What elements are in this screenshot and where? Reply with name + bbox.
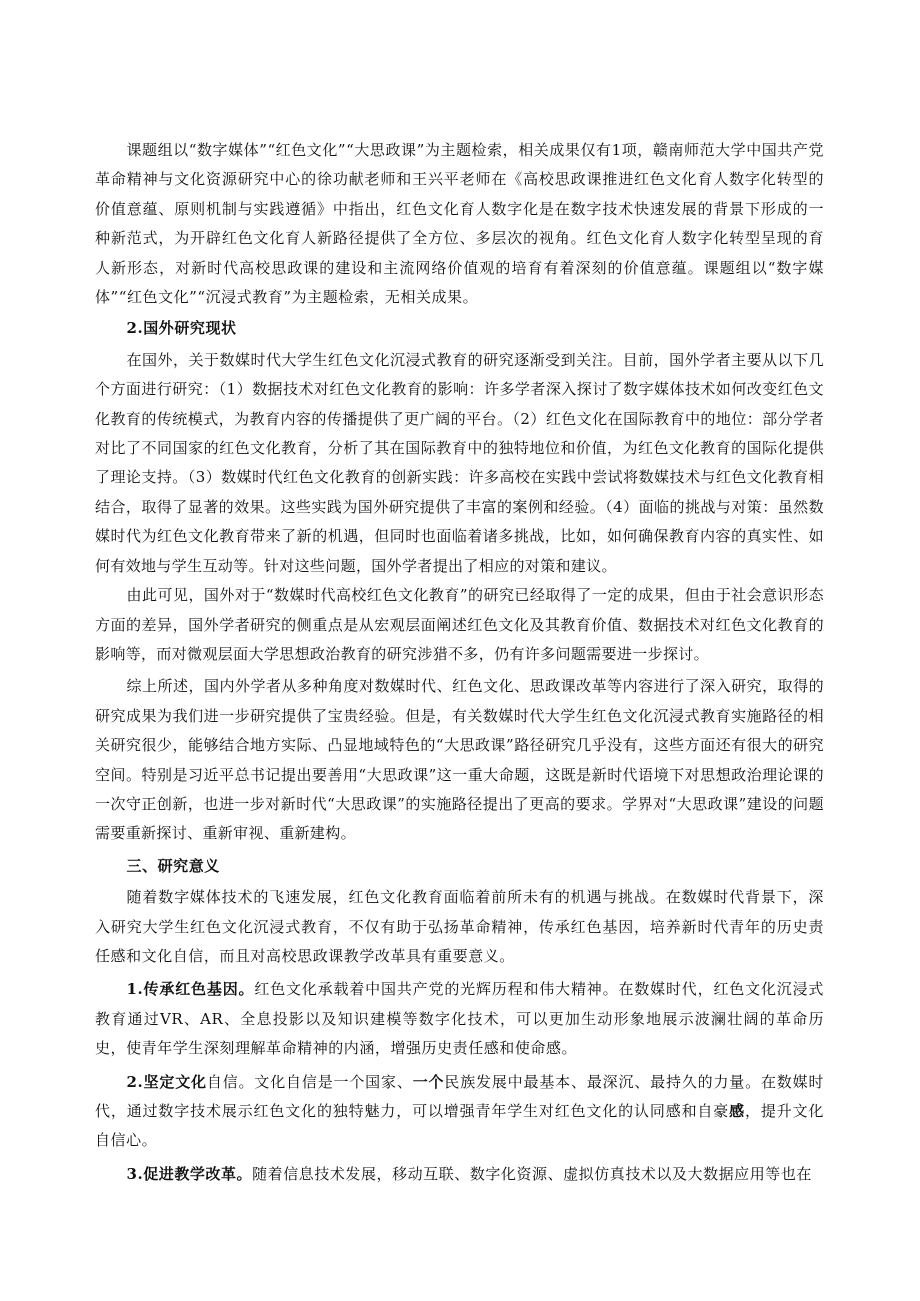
paragraph-significance-intro: 随着数字媒体技术的飞速发展，红色文化教育面临着前所未有的机遇与挑战。在数媒时代背景下，深入研究大学生红色文化沉浸式教育，不仅有助于弘扬革命精神，传承红色基因，培养新时代青年的历史责任感和文化自信，而且对高校思政课教学改革具有重要意义。 — [95, 888, 824, 965]
list-item-cultural-confidence — [95, 1068, 824, 1156]
list-item-body: 随着信息技术发展，移动互联、数字化资源、虚拟仿真技术以及大数据应用等也在 — [252, 1164, 812, 1183]
list-item-body: 红色文化承载着中国共产党的光辉历程和伟大精神。在数媒时代，红色文化沉浸式教育通过VR、AR、全息投影以及知识建模等数字化技术，可以更加生动形象地展示波澜壮阔的革命历史，使青年学生深刻理解革命精神的内涵，增强历史责任感和使命感。 — [95, 980, 824, 1058]
heading-foreign-research: 2.国外研究现状 — [126, 319, 237, 338]
list-item-lead: 1.传承红色基因。 — [126, 980, 255, 999]
paragraph-foreign-summary: 由此可见，国外对于“数媒时代高校红色文化教育”的研究已经取得了一定的成果，但由于社会意识形态方面的差异，国外学者研究的侧重点是从宏观层面阐述红色文化及其教育价值、数据技术对红色文化教育的影响等，而对微观层面大学思想政治教育的研究涉猎不多，仍有许多问题需要进一步探讨。 — [95, 586, 824, 663]
list-item-teaching-reform — [95, 1160, 824, 1189]
list-item-bold-word: 一个 — [412, 1072, 445, 1091]
paragraph-foreign-research: 在国外，关于数媒时代大学生红色文化沉浸式教育的研究逐渐受到关注。目前，国外学者主要从以下几个方面进行研究：（1）数据技术对红色文化教育的影响：许多学者深入探讨了数字媒体技术如何改变红色文化教育的传统模式，为教育内容的传播提供了更广阔的平台。（2）红色文化在国际教育中的地位：部分学者对比了不同国家的红色文化教育，分析了其在国际教育中的独特地位和价值，为红色文化教育的国际化提供了理论支持。（3）数媒时代红色文化教育的创新实践：许多高校在实践中尝试将数媒技术与红色文化教育相结合，取得了显著的效果。这些实践为国外研究提供了丰富的案例和经验。（4）面临的挑战与对策：虽然数媒时代为红色文化教育带来了新的机遇，但同时也面临着诸多挑战，比如，如何确保教育内容的真实性、如何有效地与学生互动等。针对这些问题，国外学者提出了相应的对策和建议。 — [95, 350, 824, 575]
list-item-bold-word: 感 — [729, 1102, 746, 1120]
paragraph-domestic-research: 课题组以“数字媒体”“红色文化”“大思政课”为主题检索，相关成果仅有1项，赣南师范大学中国共产党革命精神与文化资源研究中心的徐功献老师和王兴平老师在《高校思政课推进红色文化育人数字化转型的价值意蕴、原则机制与实践遵循》中指出，红色文化育人数字化是在数字技术快速发展的背景下形成的一种新范式，为开辟红色文化育人新路径提供了全方位、多层次的视角。红色文化育人数字化转型呈现的育人新形态，对新时代高校思政课的建设和主流网络价值观的培育有着深刻的价值意蕴。课题组以“数字媒体”“红色文化”“沉浸式教育”为主题检索，无相关成果。 — [95, 141, 824, 307]
list-item-lead: 2.坚定文化 — [126, 1072, 207, 1091]
list-item-inherit-red-gene — [95, 975, 824, 1063]
paragraph-conclusion: 综上所述，国内外学者从多种角度对数媒时代、红色文化、思政课改革等内容进行了深入研究，取得的研究成果为我们进一步研究提供了宝贵经验。但是，有关数媒时代大学生红色文化沉浸式教育实施路径的相关研究很少，能够结合地方实际、凸显地域特色的“大思政课”路径研究几乎没有，这些方面还有很大的研究空间。特别是习近平总书记提出要善用“大思政课”这一重大命题，这既是新时代语境下对思想政治理论课的一次守正创新，也进一步对新时代“大思政课”的实施路径提出了更高的要求。学界对“大思政课”建设的问题需要重新探讨、重新审视、重新建构。 — [95, 677, 824, 843]
heading-research-significance: 三、研究意义 — [126, 856, 220, 875]
list-item-body-part: ，提升文化自信心。 — [95, 1102, 824, 1150]
list-item-lead: 3.促进教学改革。 — [126, 1164, 253, 1183]
list-item-body-part: 民族发展中最基本、最深沉、最持久的力量。在数媒时代，通过数字技术展示红色文化的独特魅力，可以增强青年学生对红色文化的认同感和自豪 — [95, 1072, 825, 1120]
list-item-body-part: 自信。文化自信是一个国家、 — [206, 1072, 413, 1091]
